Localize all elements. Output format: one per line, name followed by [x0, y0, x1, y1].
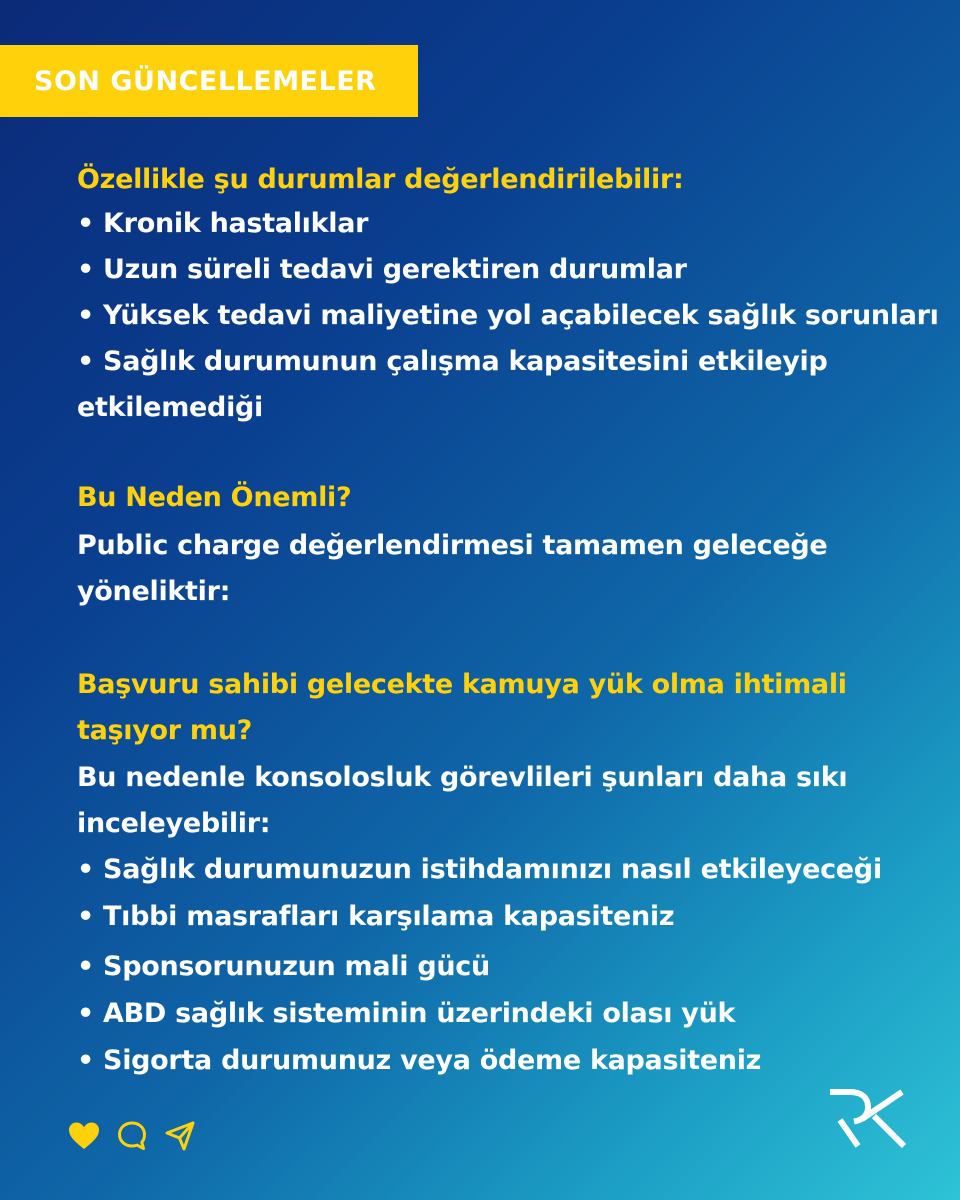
rk-logo: [826, 1088, 908, 1150]
list-item: • Tıbbi masrafları karşılama kapasiteniz: [77, 901, 675, 932]
paragraph-line: Bu nedenle konsolosluk görevlileri şunları daha sıkı: [77, 762, 848, 793]
list-item: • Kronik hastalıklar: [77, 208, 369, 239]
list-item-continuation: etkilemediği: [77, 392, 264, 423]
paragraph-line: Public charge değerlendirmesi tamamen geleceğe: [77, 530, 828, 561]
post-actions: [66, 1118, 198, 1154]
list-item: • Sponsorunuzun mali gücü: [77, 951, 490, 982]
paragraph-line: yöneliktir:: [77, 576, 231, 607]
comment-icon[interactable]: [114, 1118, 150, 1154]
list-item: • ABD sağlık sisteminin üzerindeki olası yük: [77, 998, 736, 1029]
send-icon[interactable]: [162, 1118, 198, 1154]
subheading-question-continuation: taşıyor mu?: [77, 715, 253, 746]
banner-title: SON GÜNCELLEMELER: [34, 65, 377, 97]
list-item: • Sağlık durumunun çalışma kapasitesini etkileyip: [77, 346, 828, 377]
subheading-conditions: Özellikle şu durumlar değerlendirilebilir:: [77, 164, 684, 195]
section-banner: [0, 45, 418, 117]
subheading-question: Başvuru sahibi gelecekte kamuya yük olma ihtimali: [77, 669, 847, 700]
list-item: • Sağlık durumunuzun istihdamınızı nasıl etkileyeceği: [77, 854, 882, 885]
paragraph-line: inceleyebilir:: [77, 808, 271, 839]
list-item: • Yüksek tedavi maliyetine yol açabilecek sağlık sorunları: [77, 300, 939, 331]
list-item: • Uzun süreli tedavi gerektiren durumlar: [77, 254, 687, 285]
heart-icon[interactable]: [66, 1118, 102, 1154]
subheading-why-important: Bu Neden Önemli?: [77, 482, 352, 513]
list-item: • Sigorta durumunuz veya ödeme kapasiteniz: [77, 1045, 762, 1076]
